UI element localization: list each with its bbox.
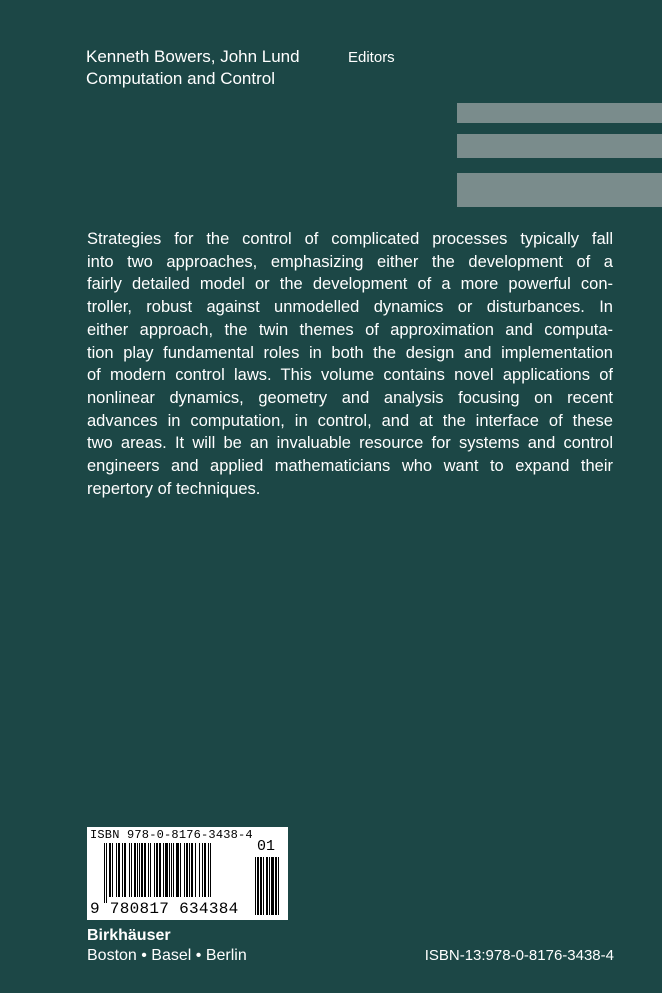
- barcode-bar: [266, 857, 268, 915]
- description-line: troller, robust against unmodelled dynamics or disturbances. In: [87, 298, 613, 317]
- barcode-bar: [144, 843, 146, 897]
- barcode-bar: [180, 843, 181, 897]
- isbn-13: ISBN-13:978-0-8176-3438-4: [424, 947, 614, 964]
- barcode-bar: [271, 857, 274, 915]
- description-line: fairly detailed model or the development of a more powerful con-: [87, 275, 613, 294]
- description-line: advances in computation, in control, and at the interface of these: [87, 411, 613, 430]
- barcode-bar: [186, 843, 188, 897]
- barcode-bar: [176, 843, 179, 897]
- barcode-bar: [104, 843, 105, 903]
- description-line: nonlinear dynamics, geometry and analysis focusing on recent: [87, 388, 613, 407]
- barcode-bar: [257, 857, 259, 915]
- barcode-bars: [104, 843, 249, 903]
- description-line: Strategies for the control of complicated processes typically fall: [87, 230, 613, 248]
- decorative-bar: [457, 173, 662, 207]
- barcode-bar: [118, 843, 120, 897]
- barcode-bar: [202, 843, 203, 897]
- barcode-bar: [156, 843, 158, 897]
- barcode-digits: 9 780817 634384: [90, 900, 239, 918]
- barcode-bar: [116, 843, 117, 897]
- authors: Kenneth Bowers, John Lund: [86, 47, 300, 66]
- description-line: tion play fundamental roles in both the design and implementation: [87, 343, 613, 362]
- barcode-bar: [122, 843, 123, 897]
- barcode-bar: [106, 843, 107, 903]
- book-description: [87, 228, 613, 500]
- barcode-bar: [208, 843, 209, 897]
- barcode-bar: [255, 857, 256, 915]
- description-line: repertory of techniques.: [87, 479, 261, 498]
- barcode-bar: [129, 843, 130, 897]
- barcode-bar: [260, 857, 262, 915]
- barcode-bar: [134, 843, 136, 897]
- barcode-addon-bars: [255, 857, 283, 915]
- barcode-bar: [169, 843, 170, 897]
- barcode-bar: [210, 843, 211, 897]
- barcode-bar: [141, 843, 143, 897]
- barcode-bar: [163, 843, 164, 897]
- barcode-bar: [204, 843, 206, 897]
- barcode-bar: [189, 843, 190, 897]
- barcode-bar: [139, 843, 140, 897]
- barcode-bar: [278, 857, 279, 915]
- description-line: into two approaches, emphasizing either the development of a: [87, 252, 613, 271]
- barcode-bar: [199, 843, 200, 897]
- barcode-addon-digits: 01: [257, 838, 276, 855]
- barcode-bar: [131, 843, 132, 897]
- barcode-bar: [124, 843, 126, 897]
- barcode-bar: [191, 843, 193, 897]
- description-line: engineers and applied mathematicians who want to expand their: [87, 457, 613, 476]
- description-line: two areas. It will be an invaluable resource for systems and control: [87, 434, 613, 453]
- barcode-bar: [173, 843, 174, 897]
- description-line: of modern control laws. This volume contains novel applications of: [87, 366, 613, 385]
- barcode-bar: [112, 843, 113, 897]
- barcode-bar: [165, 843, 168, 897]
- barcode: [87, 827, 288, 920]
- editors-label: Editors: [348, 49, 395, 66]
- barcode-bar: [275, 857, 277, 915]
- book-title: Computation and Control: [86, 69, 276, 88]
- decorative-bar: [457, 134, 662, 158]
- decorative-bar: [457, 103, 662, 123]
- publisher-cities: Boston • Basel • Berlin: [87, 947, 247, 964]
- barcode-bar: [269, 857, 270, 915]
- barcode-bar: [148, 843, 149, 897]
- barcode-bar: [195, 843, 196, 897]
- barcode-bar: [159, 843, 161, 897]
- barcode-bar: [263, 857, 264, 915]
- barcode-bar: [184, 843, 185, 897]
- barcode-bar: [171, 843, 172, 897]
- barcode-bar: [137, 843, 138, 897]
- barcode-bar: [150, 843, 151, 897]
- barcode-isbn-label: ISBN 978-0-8176-3438-4: [90, 828, 253, 842]
- publisher-name: Birkhäuser: [87, 927, 171, 944]
- barcode-bar: [109, 843, 111, 897]
- description-line: either approach, the twin themes of approximation and computa-: [87, 320, 613, 339]
- barcode-bar: [154, 843, 155, 897]
